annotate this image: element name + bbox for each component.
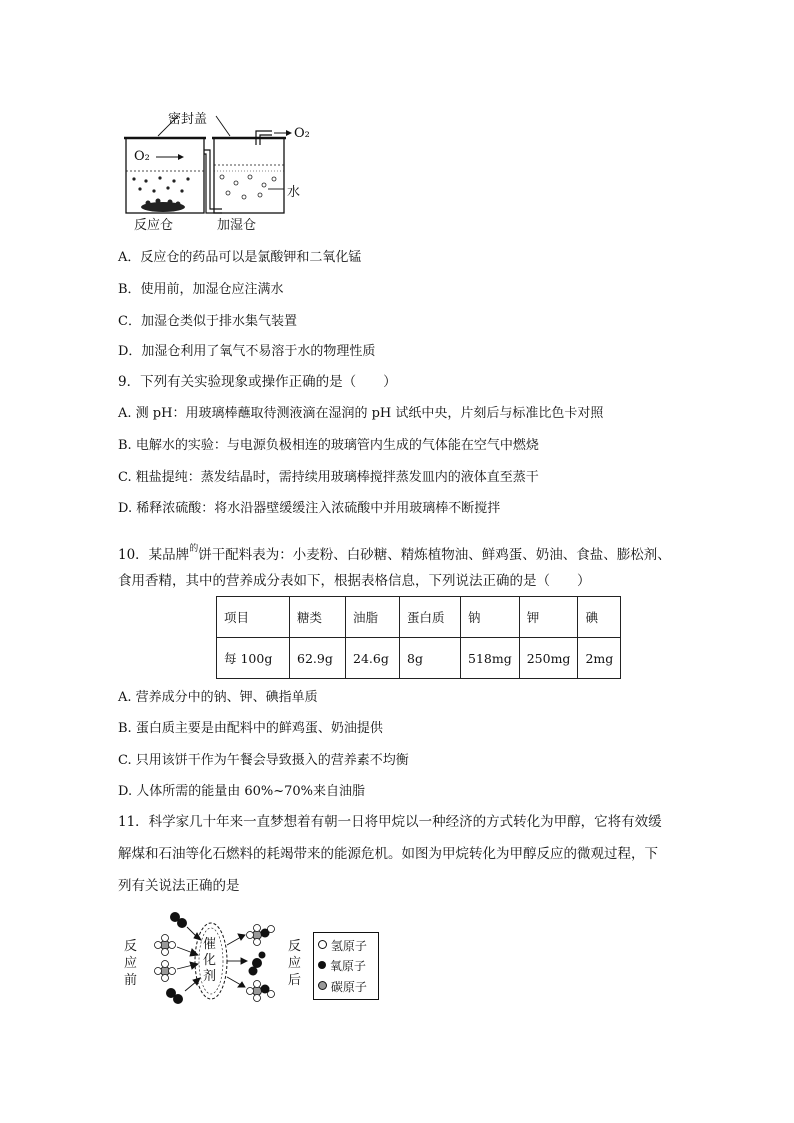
- q8-option-d: D．加湿仓利用了氧气不易溶于水的物理性质: [118, 344, 376, 359]
- q10-stem-superscript: 的: [189, 544, 199, 554]
- table-cell: 每 100g: [217, 638, 290, 679]
- q9-option-d: D. 稀释浓硫酸：将水沿器壁缓缓注入浓硫酸中并用玻璃棒不断搅拌: [118, 501, 501, 516]
- q10-stem-line2: 食用香精，其中的营养成分表如下，根据表格信息，下列说法正确的是（ ）: [118, 573, 591, 589]
- q8-option-c: C．加湿仓类似于排水集气装置: [118, 314, 297, 329]
- q10-stem-text: 饼干配料表为：小麦粉、白砂糖、精炼植物油、鲜鸡蛋、奶油、食盐、膨松剂、: [198, 547, 671, 563]
- methanol-molecule: [247, 925, 275, 946]
- q9-stem: 9．下列有关实验现象或操作正确的是（ ）: [118, 374, 397, 390]
- hydrogen-atom-icon: [318, 940, 327, 949]
- oxygen-atom-icon: [318, 961, 326, 969]
- q8-option-b: B．使用前，加湿仓应注满水: [118, 282, 284, 297]
- reaction-tank-label: 反应仓: [134, 218, 174, 233]
- table-cell: 8g: [400, 638, 461, 679]
- before-label: 反 应 前: [124, 939, 138, 988]
- carbon-atom-icon: [318, 981, 327, 990]
- table-row: [217, 638, 621, 679]
- after-label: 反 应 后: [288, 939, 302, 988]
- q9-option-b: B. 电解水的实验：与电源负极相连的玻璃管内生成的气体能在空气中燃烧: [118, 438, 539, 453]
- apparatus-figure: [118, 105, 318, 230]
- table-cell: 62.9g: [290, 638, 346, 679]
- oxygen-molecule: [166, 988, 183, 1004]
- q10-option-a: A. 营养成分中的钠、钾、碘指单质: [118, 690, 318, 705]
- q10-option-d: D. 人体所需的能量由 60%~70%来自油脂: [118, 784, 366, 799]
- q9-option-a: A. 测 pH：用玻璃棒蘸取待测液滴在湿润的 pH 试纸中央，片刻后与标准比色卡对照: [118, 406, 604, 421]
- table-header-row: [217, 597, 621, 638]
- q10-option-b: B. 蛋白质主要是由配料中的鲜鸡蛋、奶油提供: [118, 721, 383, 736]
- legend-item-hydrogen: 氢原子: [318, 937, 367, 954]
- oxygen-molecule: [170, 912, 187, 928]
- nutrition-table: [216, 596, 621, 679]
- q11-stem-line2: 解煤和石油等化石燃料的耗竭带来的能源危机。如图为甲烷转化为甲醇反应的微观过程，下: [118, 846, 658, 862]
- table-header-cell: 钾: [519, 597, 578, 638]
- q8-option-a: A．反应仓的药品可以是氯酸钾和二氧化锰: [118, 250, 362, 265]
- table-header-cell: 碘: [578, 597, 621, 638]
- q10-stem-number: 10．某品牌: [118, 547, 190, 563]
- catalyst-label: 催 化 剂: [203, 937, 217, 984]
- table-header-cell: 项目: [217, 597, 290, 638]
- methane-molecule: [155, 935, 176, 956]
- table-header-cell: 钠: [461, 597, 520, 638]
- atom-legend: [313, 932, 379, 1000]
- q11-stem-line3: 列有关说法正确的是: [118, 878, 240, 894]
- q11-stem-line1: 11．科学家几十年来一直梦想着有朝一日将甲烷以一种经济的方式转化为甲醇，它将有效缓: [118, 814, 662, 830]
- q10-option-c: C. 只用该饼干作为午餐会导致摄入的营养素不均衡: [118, 753, 409, 768]
- reaction-chemicals: [132, 176, 189, 212]
- q9-option-c: C. 粗盐提纯：蒸发结晶时，需持续用玻璃棒搅拌蒸发皿内的液体直至蒸干: [118, 470, 539, 485]
- methanol-molecule: [247, 981, 275, 1002]
- water-bubbles: [220, 175, 276, 199]
- table-header-cell: 蛋白质: [400, 597, 461, 638]
- legend-item-oxygen: 氧原子: [318, 957, 366, 974]
- lid-label: 密封盖: [168, 112, 208, 127]
- table-cell: 518mg: [461, 638, 520, 679]
- table-cell: 24.6g: [346, 638, 400, 679]
- methane-molecule: [155, 961, 176, 982]
- water-label: 水: [287, 185, 301, 200]
- legend-item-carbon: 碳原子: [318, 978, 367, 995]
- table-header-cell: 油脂: [346, 597, 400, 638]
- o2-outlet-label: O₂: [294, 126, 310, 141]
- table-header-cell: 糖类: [290, 597, 346, 638]
- q10-stem-line1: [118, 540, 671, 564]
- o2-inner-label: O₂: [134, 149, 150, 164]
- table-cell: 2mg: [578, 638, 621, 679]
- humidifier-tank-label: 加湿仓: [217, 218, 257, 233]
- water-like-molecule: [249, 952, 266, 976]
- table-cell: 250mg: [519, 638, 578, 679]
